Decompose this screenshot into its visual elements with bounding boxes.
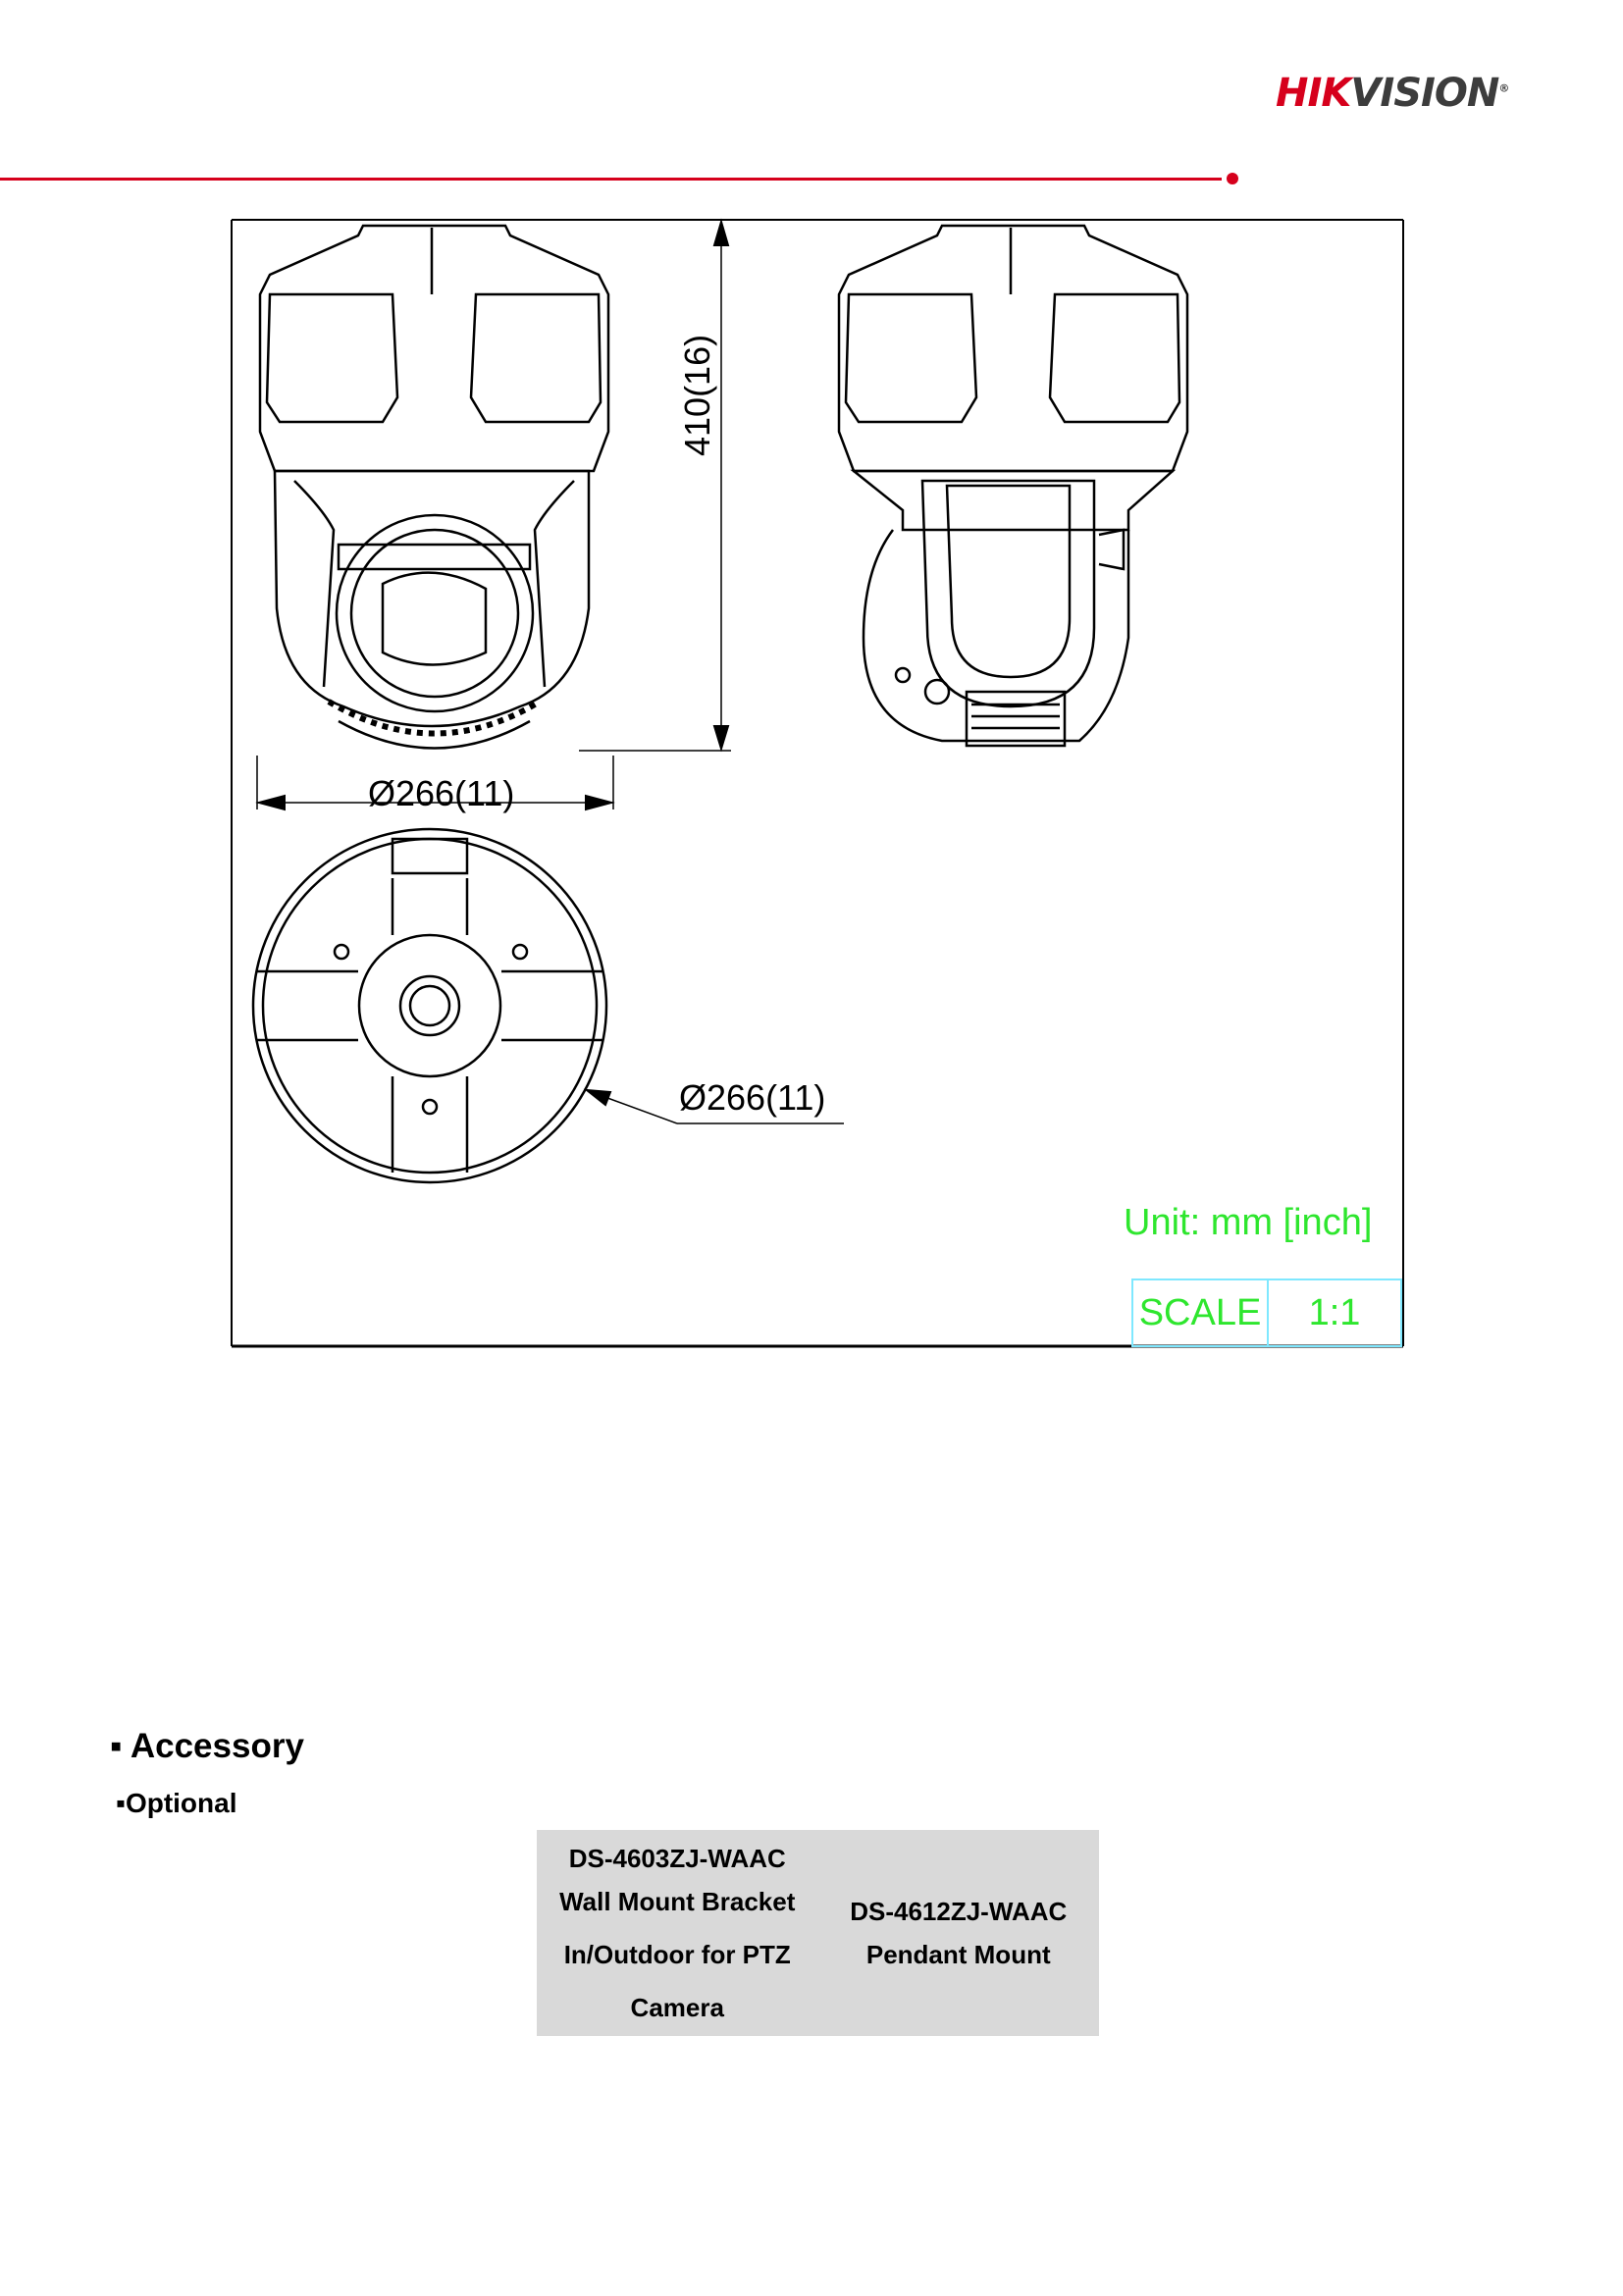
accessory-heading: ▪ Accessory	[110, 1727, 304, 1765]
scale-label: SCALE	[1132, 1279, 1268, 1346]
bottom-diameter-label: Ø266(11)	[679, 1077, 826, 1118]
front-view	[260, 226, 608, 749]
accessory-item-wall-mount	[537, 1830, 818, 2036]
accessory-item-pendant-mount	[818, 1830, 1100, 2036]
wall-mount-model: DS-4603ZJ-WAAC	[568, 1844, 786, 1873]
wall-mount-desc-3: Camera	[630, 1993, 724, 2022]
wall-mount-desc-1: Wall Mount Bracket	[559, 1887, 796, 1916]
unit-label: Unit: mm [inch]	[1124, 1202, 1373, 1243]
bottom-view	[253, 829, 606, 1182]
optional-subheading: ▪Optional	[116, 1788, 237, 1818]
accessory-table	[537, 1830, 1099, 2036]
hikvision-logo: HIKVISION®	[1276, 71, 1509, 116]
pendant-mount-model: DS-4612ZJ-WAAC	[850, 1897, 1068, 1926]
scale-table	[1131, 1278, 1402, 1347]
side-view	[839, 226, 1187, 746]
wall-mount-desc-2: In/Outdoor for PTZ	[563, 1940, 791, 1969]
scale-value: 1:1	[1268, 1279, 1401, 1346]
height-dimension-label: 410(16)	[677, 334, 717, 456]
pendant-mount-desc: Pendant Mount	[865, 1940, 1051, 1969]
top-diameter-label: Ø266(11)	[368, 773, 515, 813]
